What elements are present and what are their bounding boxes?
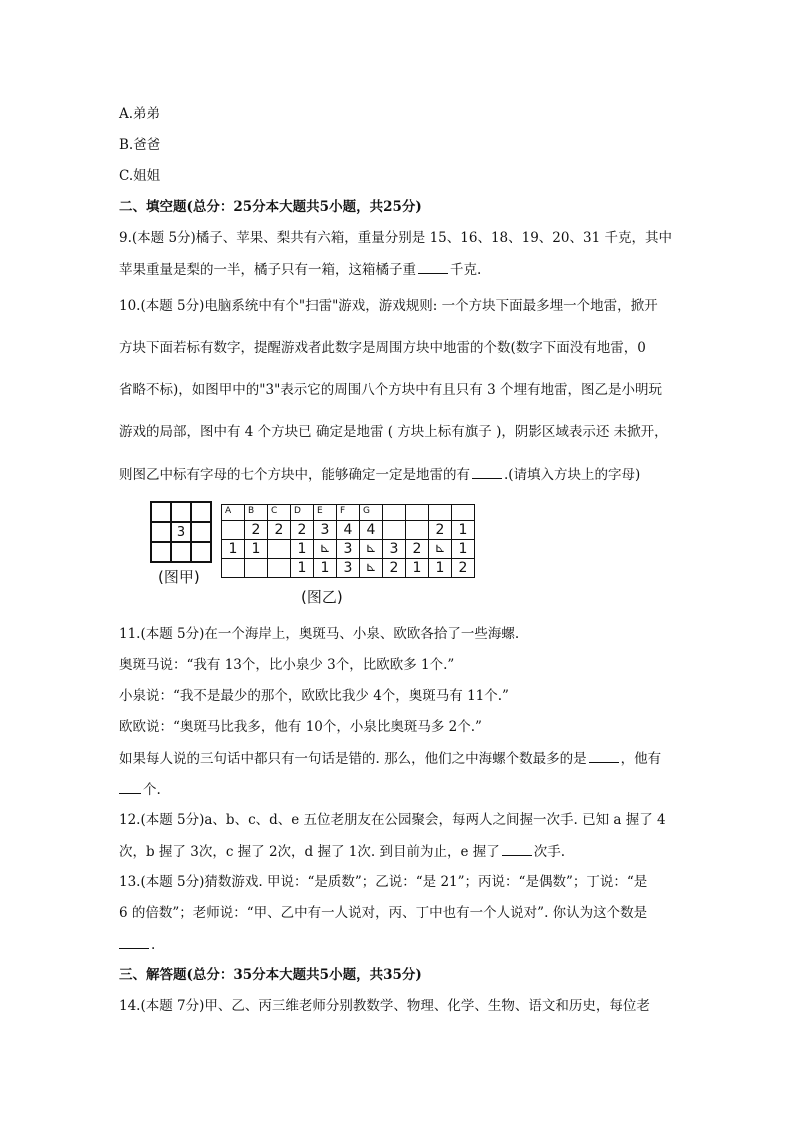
grid-cell: [222, 559, 245, 578]
grid-cell: 2: [406, 540, 429, 559]
grid-cell: [171, 502, 191, 522]
grid-cell: [171, 542, 191, 562]
q11-answer-blank-2[interactable]: [119, 781, 141, 794]
grid-cell: 2: [429, 521, 452, 540]
q14-line-1: 14.(本题 7分)甲、乙、丙三维老师分别教数学、物理、化学、生物、语文和历史，每位老: [119, 998, 650, 1014]
caption-figure-a: (图甲): [158, 568, 200, 586]
q11-text-mid: ，他有: [620, 751, 662, 767]
grid-cell: 1: [222, 540, 245, 559]
grid-header-cell: [429, 505, 452, 521]
q9-text: 苹果重量是梨的一半，橘子只有一箱，这箱橘子重: [119, 262, 416, 278]
option-b: B.爸爸: [119, 137, 161, 153]
q11-line-1: 11.(本题 5分)在一个海岸上，奥斑马、小泉、欧欧各拾了一些海螺.: [119, 626, 520, 642]
q13-text-end: .: [151, 937, 156, 953]
grid-header-cell: [383, 505, 406, 521]
grid-cell: [151, 522, 171, 542]
q9-line-2: [119, 261, 481, 278]
grid-cell: [191, 522, 211, 542]
option-c: C.姐姐: [119, 168, 161, 184]
option-a: A.弟弟: [119, 106, 161, 122]
grid-cell: 2: [383, 559, 406, 578]
grid-cell: 2: [291, 521, 314, 540]
grid-cell: 3: [337, 540, 360, 559]
grid-cell: 1: [245, 540, 268, 559]
grid-cell: [222, 521, 245, 540]
q11-text: 如果每人说的三句话中都只有一句话是错的. 那么，他们之中海螺个数最多的是: [119, 751, 587, 767]
grid-header-cell: D: [291, 505, 314, 521]
q11-text-end: 个.: [143, 782, 161, 798]
grid-cell: 2: [268, 521, 291, 540]
grid-cell: 3: [337, 559, 360, 578]
grid-header-cell: [452, 505, 475, 521]
grid-header-cell: G: [360, 505, 383, 521]
q11-line-3: 小泉说：“我不是最少的那个，欧欧比我少 4个，奥斑马有 11个.”: [119, 688, 509, 704]
q10-text-end: .(请填入方块上的字母): [504, 467, 641, 483]
grid-cell: [151, 542, 171, 562]
q13-line-2: 6 的倍数”；老师说：“甲、乙中有一人说对，丙、丁中也有一个人说对”. 你认为这个数是: [119, 905, 648, 921]
grid-cell: 2: [245, 521, 268, 540]
q10-text: 则图乙中标有字母的七个方块中，能够确定一定是地雷的有: [119, 467, 470, 483]
q9-text-end: 千克.: [450, 262, 482, 278]
grid-cell: 3: [314, 521, 337, 540]
section-3-title: 三、解答题(总分：35分本大题共5小题，共35分): [119, 967, 422, 983]
grid-cell-center: 3: [171, 522, 191, 542]
grid-cell: 2: [452, 559, 475, 578]
q11-answer-blank-1[interactable]: [589, 750, 619, 763]
q12-text: 次，b 握了 3次，c 握了 2次，d 握了 1次. 到目前为止，e 握了: [119, 844, 500, 860]
grid-cell: 1: [291, 540, 314, 559]
q10-line-3: 省略不标)，如图甲中的"3"表示它的周围八个方块中有且只有 3 个埋有地雷，图乙是小明玩: [119, 382, 662, 398]
grid-cell: 1: [452, 521, 475, 540]
q10-line-4: 游戏的局部，图中有 4 个方块已 确定是地雷 ( 方块上标有旗子 )，阴影区域表示还 未掀开，: [119, 424, 668, 440]
q10-line-1: 10.(本题 5分)电脑系统中有个"扫雷"游戏，游戏规则: 一个方块下面最多埋一个地雷，掀开: [119, 298, 658, 314]
grid-cell: 1: [452, 540, 475, 559]
grid-cell: [151, 502, 171, 522]
flag-icon: ⊾: [360, 540, 383, 559]
grid-cell: [245, 559, 268, 578]
q11-line-5: [119, 750, 661, 767]
grid-cell: [383, 521, 406, 540]
grid-cell: [268, 559, 291, 578]
minesweeper-grid-a: [150, 501, 212, 563]
minesweeper-grid-b: [221, 504, 475, 578]
grid-cell: [191, 502, 211, 522]
q11-line-4: 欧欧说：“奥斑马比我多，他有 10个，小泉比奥斑马多 2个.”: [119, 719, 482, 735]
q13-line-1: 13.(本题 5分)猜数游戏. 甲说：“是质数”；乙说：“是 21”；丙说：“是偶数”；丁说：“是: [119, 874, 648, 890]
grid-cell: 1: [406, 559, 429, 578]
q9-answer-blank[interactable]: [418, 261, 448, 274]
flag-icon: ⊾: [429, 540, 452, 559]
q12-text-end: 次手.: [533, 844, 566, 860]
grid-cell: 1: [291, 559, 314, 578]
section-2-title: 二、填空题(总分：25分本大题共5小题，共25分): [119, 199, 422, 215]
q10-line-2: 方块下面若标有数字，提醒游戏者此数字是周围方块中地雷的个数(数字下面没有地雷，0: [119, 340, 646, 356]
q13-answer-blank[interactable]: [119, 936, 149, 949]
grid-cell: [191, 542, 211, 562]
flag-icon: ⊾: [360, 559, 383, 578]
grid-cell: 4: [337, 521, 360, 540]
caption-figure-b: (图乙): [301, 588, 343, 606]
q12-line-2: [119, 843, 565, 860]
grid-header-cell: C: [268, 505, 291, 521]
grid-cell: 3: [383, 540, 406, 559]
grid-cell: 1: [314, 559, 337, 578]
q12-line-1: 12.(本题 5分)a、b、c、d、e 五位老朋友在公园聚会，每两人之间握一次手. 已知 a 握了 4: [119, 812, 666, 828]
q10-answer-blank[interactable]: [472, 466, 502, 479]
grid-header-cell: E: [314, 505, 337, 521]
grid-header-cell: B: [245, 505, 268, 521]
q13-line-3: [119, 936, 155, 953]
flag-icon: ⊾: [314, 540, 337, 559]
grid-cell: 1: [429, 559, 452, 578]
q11-line-6: [119, 781, 161, 798]
q9-line-1: 9.(本题 5分)橘子、苹果、梨共有六箱，重量分别是 15、16、18、19、20、31 千克，其中: [119, 230, 672, 246]
q12-answer-blank[interactable]: [502, 843, 532, 856]
grid-cell: [406, 521, 429, 540]
grid-cell: [268, 540, 291, 559]
grid-header-cell: F: [337, 505, 360, 521]
q11-line-2: 奥斑马说：“我有 13个，比小泉少 3个，比欧欧多 1个.”: [119, 657, 455, 673]
q10-line-5: [119, 466, 640, 483]
grid-cell: 4: [360, 521, 383, 540]
grid-header-cell: A: [222, 505, 245, 521]
grid-header-cell: [406, 505, 429, 521]
